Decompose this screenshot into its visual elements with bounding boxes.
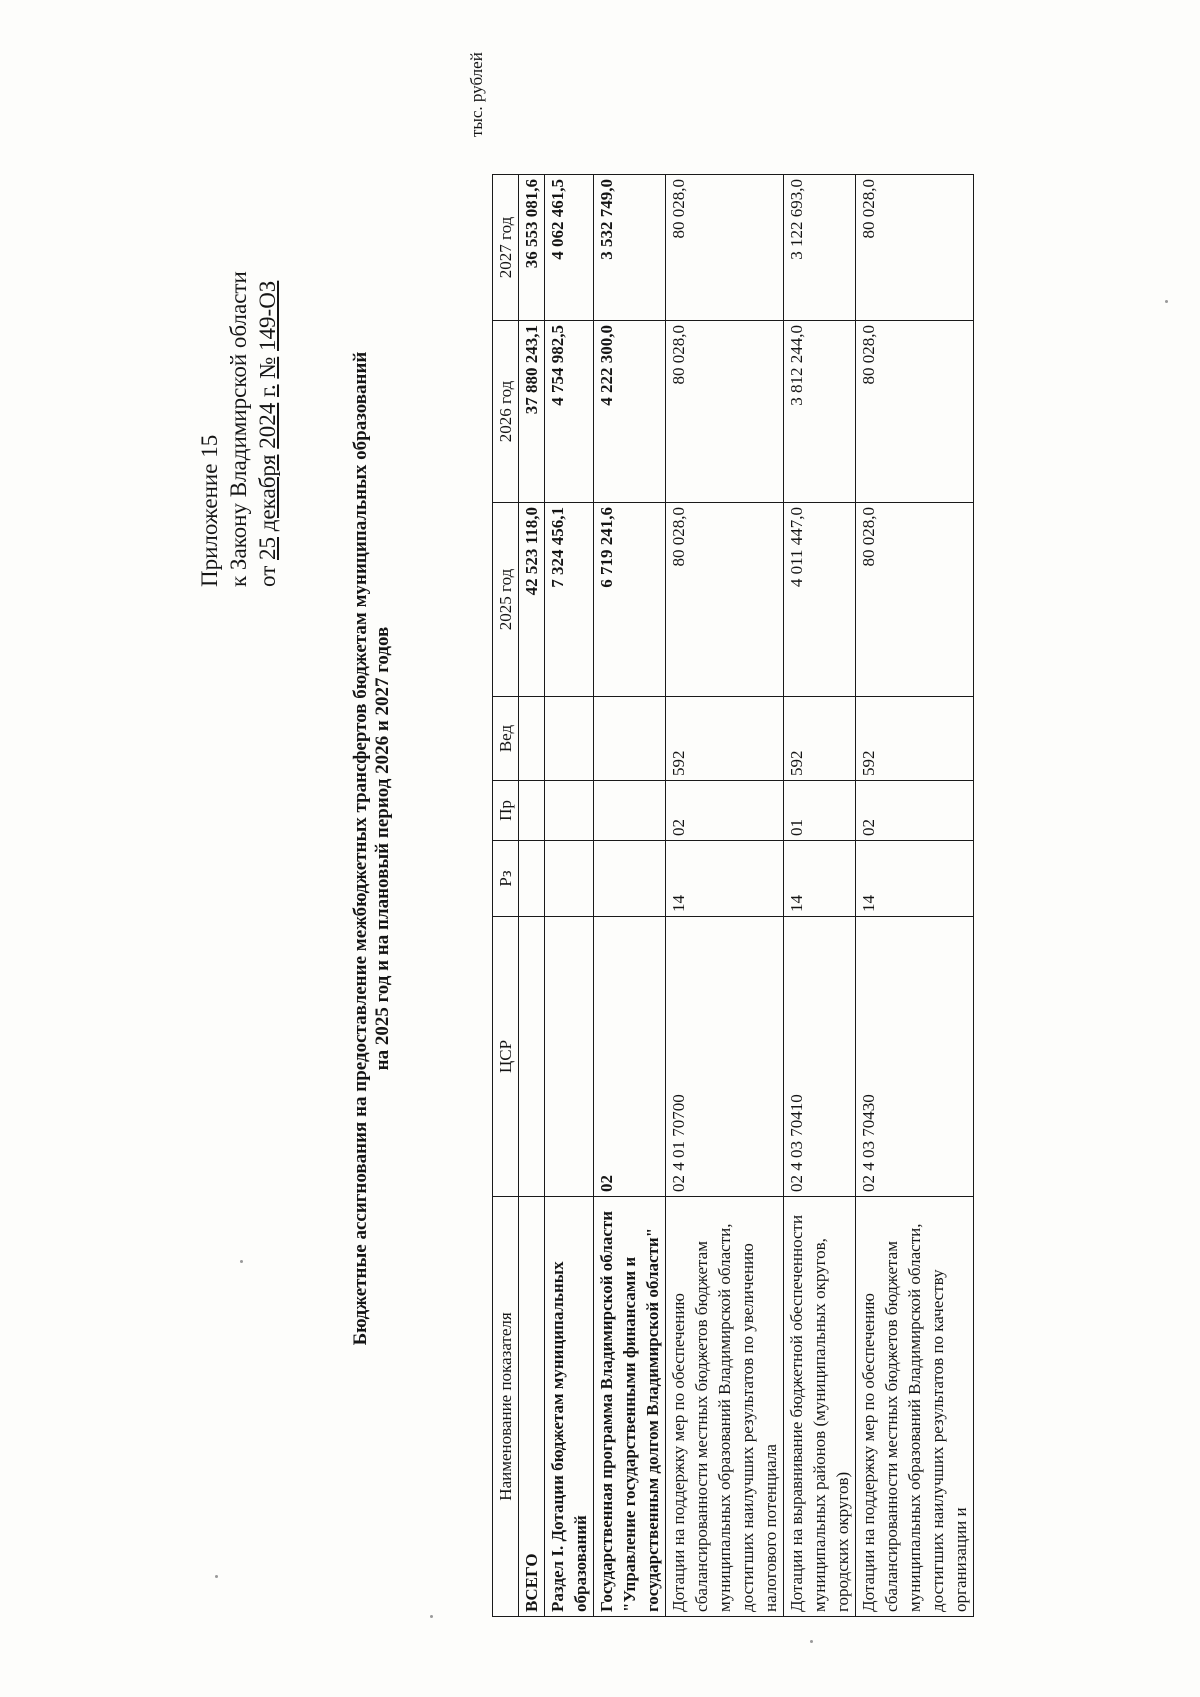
row-rz bbox=[545, 841, 594, 917]
header-name: Наименование показателя bbox=[493, 1197, 519, 1617]
header-2027: 2027 год bbox=[493, 175, 519, 321]
row-csr: 02 4 01 70700 bbox=[666, 917, 784, 1197]
scan-speck bbox=[810, 1640, 813, 1643]
appendix-number: 149-ОЗ bbox=[255, 280, 280, 351]
row-rz: 14 bbox=[784, 841, 856, 917]
appendix-line3 bbox=[253, 147, 282, 587]
table-row bbox=[666, 175, 784, 1617]
header-2026: 2026 год bbox=[493, 321, 519, 503]
row-2026: 80 028,0 bbox=[856, 321, 974, 503]
scan-speck bbox=[430, 1615, 433, 1618]
row-pr: 02 bbox=[666, 781, 784, 841]
row-ved: 592 bbox=[784, 697, 856, 781]
row-name: ВСЕГО bbox=[519, 1197, 545, 1617]
row-2027: 4 062 461,5 bbox=[545, 175, 594, 321]
row-2026: 80 028,0 bbox=[666, 321, 784, 503]
row-ved bbox=[519, 697, 545, 781]
row-csr bbox=[519, 917, 545, 1197]
row-2027: 3 122 693,0 bbox=[784, 175, 856, 321]
header-ved: Вед bbox=[493, 697, 519, 781]
row-ved bbox=[545, 697, 594, 781]
table-row bbox=[594, 175, 666, 1617]
row-2027: 80 028,0 bbox=[856, 175, 974, 321]
appendix-month: декабря bbox=[255, 454, 280, 532]
header-2025: 2025 год bbox=[493, 503, 519, 697]
appendix-prefix: от bbox=[255, 565, 280, 587]
row-csr bbox=[545, 917, 594, 1197]
row-csr: 02 bbox=[594, 917, 666, 1197]
row-2027: 36 553 081,6 bbox=[519, 175, 545, 321]
scan-speck bbox=[240, 1260, 243, 1263]
row-pr bbox=[545, 781, 594, 841]
row-pr bbox=[519, 781, 545, 841]
row-ved: 592 bbox=[856, 697, 974, 781]
appendix-year-suffix: г. bbox=[255, 384, 280, 398]
appendix-year: 2024 bbox=[255, 402, 280, 449]
row-pr: 02 bbox=[856, 781, 974, 841]
row-2026: 4 222 300,0 bbox=[594, 321, 666, 503]
header-rz: Рз bbox=[493, 841, 519, 917]
document-title bbox=[350, 0, 394, 1697]
table-row bbox=[856, 175, 974, 1617]
row-name: Дотации на поддержку мер по обеспечению сбалансированности местных бюджетов бюджетам муниципальных образований Владимирской области, достигших наилучших результатов по увеличению налогового потенциала bbox=[666, 1197, 784, 1617]
row-rz bbox=[519, 841, 545, 917]
scan-speck bbox=[215, 1575, 218, 1578]
row-2025: 80 028,0 bbox=[856, 503, 974, 697]
table-row bbox=[545, 175, 594, 1617]
table-row bbox=[519, 175, 545, 1617]
row-2025: 6 719 241,6 bbox=[594, 503, 666, 697]
appendix-block bbox=[195, 147, 282, 587]
appendix-number-sign: № bbox=[255, 356, 280, 379]
row-rz: 14 bbox=[666, 841, 784, 917]
row-2027: 3 532 749,0 bbox=[594, 175, 666, 321]
row-csr: 02 4 03 70430 bbox=[856, 917, 974, 1197]
header-pr: Пр bbox=[493, 781, 519, 841]
row-2025: 4 011 447,0 bbox=[784, 503, 856, 697]
row-rz: 14 bbox=[856, 841, 974, 917]
row-ved: 592 bbox=[666, 697, 784, 781]
header-csr: ЦСР bbox=[493, 917, 519, 1197]
row-rz bbox=[594, 841, 666, 917]
row-name: Раздел I. Дотации бюджетам муниципальных образований bbox=[545, 1197, 594, 1617]
appendix-day: 25 bbox=[255, 537, 280, 560]
row-pr bbox=[594, 781, 666, 841]
row-2027: 80 028,0 bbox=[666, 175, 784, 321]
row-name: Дотации на поддержку мер по обеспечению сбалансированности местных бюджетов бюджетам муниципальных образований Владимирской области, достигших наилучших результатов по качеству организации и bbox=[856, 1197, 974, 1617]
row-ved bbox=[594, 697, 666, 781]
row-2025: 80 028,0 bbox=[666, 503, 784, 697]
table-header-row bbox=[493, 175, 519, 1617]
budget-table bbox=[492, 174, 974, 1617]
row-2026: 4 754 982,5 bbox=[545, 321, 594, 503]
row-name: Дотации на выравнивание бюджетной обеспеченности муниципальных районов (муниципальных округов, городских округов) bbox=[784, 1197, 856, 1617]
title-line1: Бюджетные ассигнования на предоставление межбюджетных трансфертов бюджетам муниципальных образований bbox=[350, 351, 371, 1346]
appendix-line1: Приложение 15 bbox=[197, 434, 222, 587]
row-csr: 02 4 03 70410 bbox=[784, 917, 856, 1197]
scan-speck bbox=[1165, 300, 1168, 303]
title-line2: на 2025 год и на плановый период 2026 и 2027 годов bbox=[372, 626, 393, 1071]
row-name: Государственная программа Владимирской области "Управление государственными финансами и государственным долгом Владимирской области" bbox=[594, 1197, 666, 1617]
table-row bbox=[784, 175, 856, 1617]
row-2025: 7 324 456,1 bbox=[545, 503, 594, 697]
row-2026: 3 812 244,0 bbox=[784, 321, 856, 503]
appendix-line2: к Закону Владимирской области bbox=[226, 271, 251, 587]
units-label: тыс. рублей bbox=[467, 52, 486, 137]
row-pr: 01 bbox=[784, 781, 856, 841]
row-2026: 37 880 243,1 bbox=[519, 321, 545, 503]
row-2025: 42 523 118,0 bbox=[519, 503, 545, 697]
